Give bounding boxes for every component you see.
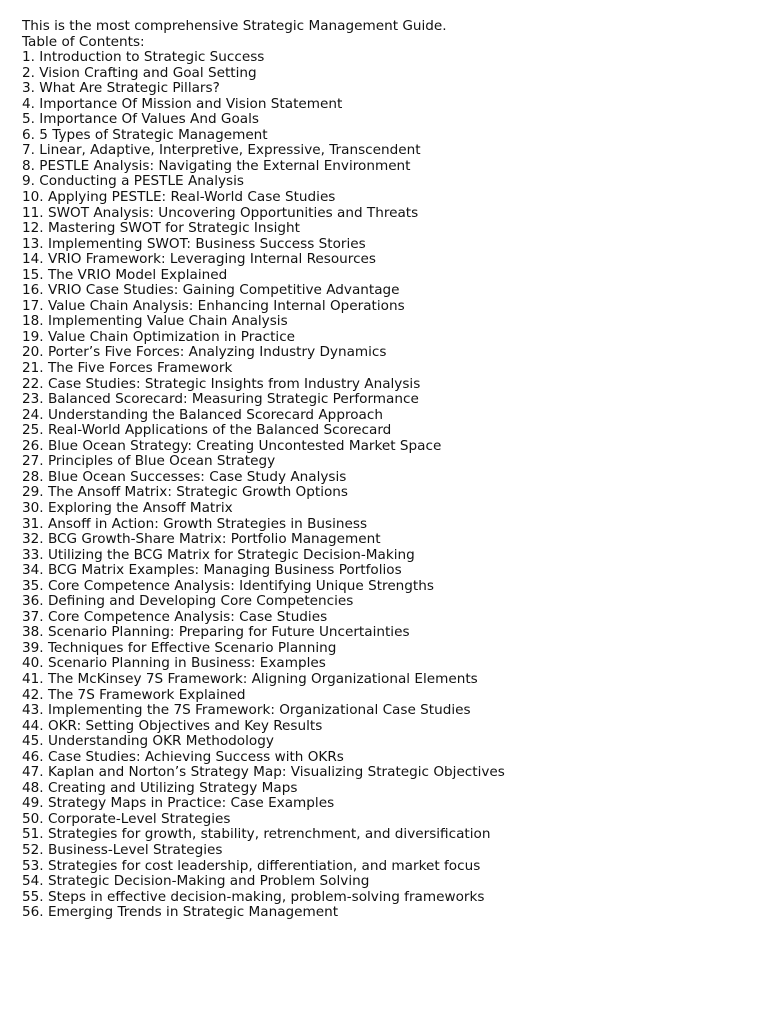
toc-item: 55. Steps in effective decision-making, problem-solving frameworks: [22, 888, 485, 905]
toc-item: 32. BCG Growth-Share Matrix: Portfolio Management: [22, 531, 381, 548]
toc-item: 14. VRIO Framework: Leveraging Internal Resources: [22, 251, 376, 268]
toc-item: 47. Kaplan and Norton’s Strategy Map: Visualizing Strategic Objectives: [22, 764, 505, 781]
toc-item: 15. The VRIO Model Explained: [22, 266, 228, 283]
toc-item: 46. Case Studies: Achieving Success with OKRs: [22, 748, 344, 765]
toc-item: 28. Blue Ocean Successes: Case Study Analysis: [22, 468, 347, 485]
toc-item: 41. The McKinsey 7S Framework: Aligning Organizational Elements: [22, 670, 478, 687]
toc-item: 10. Applying PESTLE: Real-World Case Studies: [22, 189, 336, 206]
toc-item: 2. Vision Crafting and Goal Setting: [22, 64, 257, 81]
toc-item: 43. Implementing the 7S Framework: Organizational Case Studies: [22, 702, 471, 719]
toc-item: 6. 5 Types of Strategic Management: [22, 126, 268, 143]
toc-item: 29. The Ansoff Matrix: Strategic Growth Options: [22, 484, 348, 501]
toc-item: 33. Utilizing the BCG Matrix for Strategic Decision-Making: [22, 546, 415, 563]
intro-text: This is the most comprehensive Strategic Management Guide.: [22, 18, 447, 34]
toc-item: 48. Creating and Utilizing Strategy Maps: [22, 779, 298, 796]
toc-item: 21. The Five Forces Framework: [22, 360, 233, 377]
toc-item: 5. Importance Of Values And Goals: [22, 111, 259, 128]
toc-item: 26. Blue Ocean Strategy: Creating Uncontested Market Space: [22, 437, 442, 454]
toc-item: 39. Techniques for Effective Scenario Planning: [22, 639, 337, 656]
toc-item: 50. Corporate-Level Strategies: [22, 810, 231, 827]
toc-item: 19. Value Chain Optimization in Practice: [22, 328, 296, 345]
toc-item: 35. Core Competence Analysis: Identifying Unique Strengths: [22, 577, 434, 594]
toc-item: 17. Value Chain Analysis: Enhancing Internal Operations: [22, 297, 405, 314]
toc-item: 9. Conducting a PESTLE Analysis: [22, 173, 244, 190]
toc-item: 56. Emerging Trends in Strategic Management: [22, 904, 339, 921]
toc-item: 37. Core Competence Analysis: Case Studies: [22, 608, 328, 625]
toc-item: 25. Real-World Applications of the Balanced Scorecard: [22, 422, 392, 439]
toc-item: 4. Importance Of Mission and Vision Statement: [22, 95, 343, 112]
toc-item: 7. Linear, Adaptive, Interpretive, Expressive, Transcendent: [22, 142, 421, 159]
toc-item: 24. Understanding the Balanced Scorecard Approach: [22, 406, 383, 423]
toc-item: 31. Ansoff in Action: Growth Strategies in Business: [22, 515, 368, 532]
toc-heading: Table of Contents:: [22, 33, 145, 50]
toc-item: 42. The 7S Framework Explained: [22, 686, 246, 703]
toc-item: 13. Implementing SWOT: Business Success Stories: [22, 235, 366, 252]
toc-item: 54. Strategic Decision-Making and Problem Solving: [22, 873, 370, 890]
toc-item: 3. What Are Strategic Pillars?: [22, 80, 220, 97]
toc-item: 44. OKR: Setting Objectives and Key Results: [22, 717, 323, 734]
document-body: [22, 19, 758, 921]
toc-item: 16. VRIO Case Studies: Gaining Competitive Advantage: [22, 282, 400, 299]
toc-item: 27. Principles of Blue Ocean Strategy: [22, 453, 276, 470]
toc-item: 40. Scenario Planning in Business: Examples: [22, 655, 326, 672]
toc-item: 23. Balanced Scorecard: Measuring Strategic Performance: [22, 391, 419, 408]
toc-item: 34. BCG Matrix Examples: Managing Business Portfolios: [22, 562, 402, 579]
toc-item: 30. Exploring the Ansoff Matrix: [22, 499, 233, 516]
toc-item: 8. PESTLE Analysis: Navigating the External Environment: [22, 157, 411, 174]
toc-item: 12. Mastering SWOT for Strategic Insight: [22, 220, 300, 237]
toc-item: 20. Porter’s Five Forces: Analyzing Industry Dynamics: [22, 344, 387, 361]
toc-item: 36. Defining and Developing Core Competencies: [22, 593, 354, 610]
toc-item: 51. Strategies for growth, stability, retrenchment, and diversification: [22, 826, 491, 843]
toc-item: 18. Implementing Value Chain Analysis: [22, 313, 288, 330]
toc-item: 52. Business-Level Strategies: [22, 841, 223, 858]
toc-item: 38. Scenario Planning: Preparing for Future Uncertainties: [22, 624, 410, 641]
toc-item: 11. SWOT Analysis: Uncovering Opportunities and Threats: [22, 204, 419, 221]
toc-item: 49. Strategy Maps in Practice: Case Examples: [22, 795, 335, 812]
toc-item: 1. Introduction to Strategic Success: [22, 49, 265, 66]
toc-item: 22. Case Studies: Strategic Insights from Industry Analysis: [22, 375, 421, 392]
toc-item: 53. Strategies for cost leadership, differentiation, and market focus: [22, 857, 481, 874]
table-of-contents: [22, 50, 758, 921]
toc-item: 45. Understanding OKR Methodology: [22, 733, 274, 750]
